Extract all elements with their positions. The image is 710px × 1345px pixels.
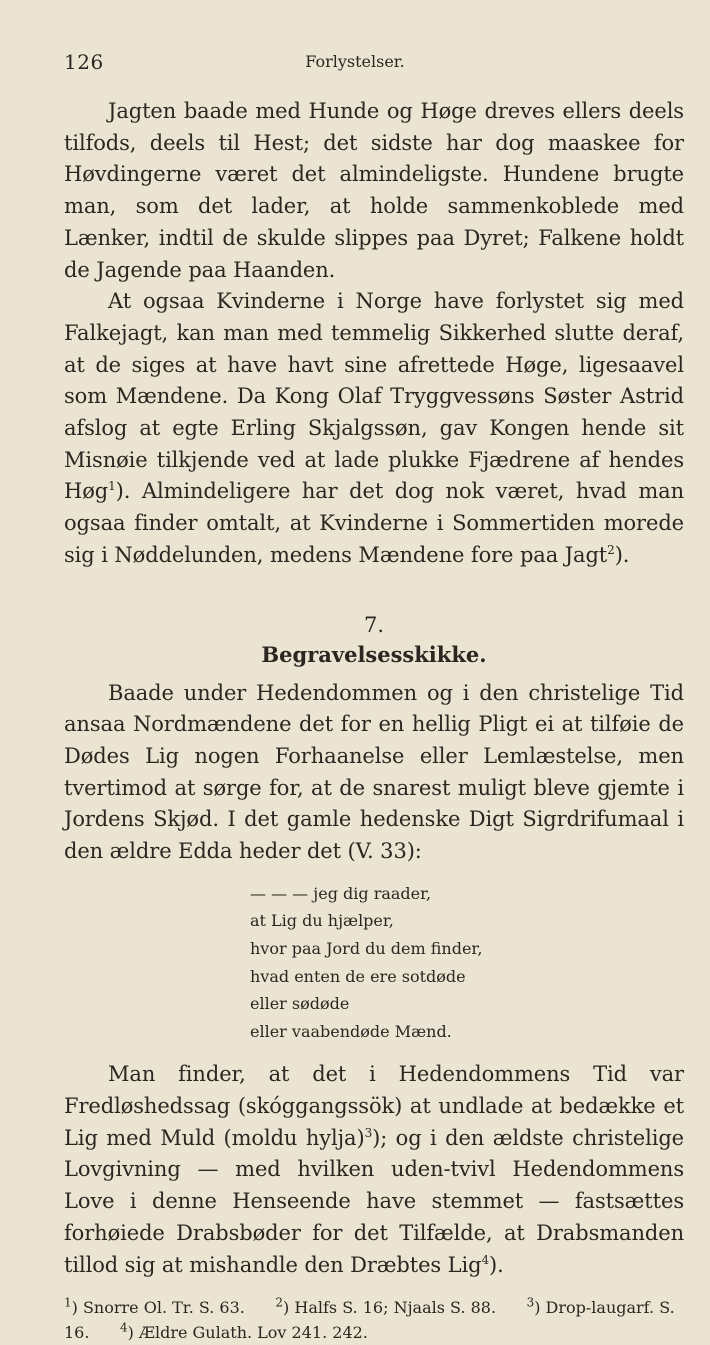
paragraph-text-end: ). <box>115 479 131 504</box>
running-title: Forlystelser. <box>305 52 405 71</box>
footnote <box>275 1295 497 1318</box>
footnote <box>119 1320 368 1343</box>
paragraph-text-end: ). <box>489 1252 504 1277</box>
paragraph-outlawry <box>64 1059 684 1281</box>
page-number: 126 <box>64 50 104 74</box>
footnote-text: ) Drop-laugarf. S. 16. <box>64 1298 675 1343</box>
footnote-ref: 2 <box>607 542 615 557</box>
paragraph-women-falconry <box>64 286 684 571</box>
verse-line: at Lig du hjælper, <box>250 911 394 931</box>
footnote-ref: 3 <box>364 1125 373 1140</box>
verse-line: — — — jeg dig raader, <box>250 883 432 903</box>
paragraph-text: Almindeligere har det dog nok været, hvad man ogsaa finder omtalt, at Kvinderne i Sommertiden morede sig i Nøddelunden, medens Mændene fore paa Jagt <box>64 479 684 567</box>
paragraph-text-end: ). <box>614 542 630 567</box>
footnotes <box>64 1295 684 1345</box>
paragraph-text: Man finder, at det i Hedendommens Tid var Fredløshedssag (skóggangssök) at undlade at bedække et Lig med Muld (moldu hylja) <box>64 1062 684 1150</box>
footnote-text: ) Snorre Ol. Tr. S. 63. <box>71 1298 245 1318</box>
verse-line: hvor paa Jord du dem finder, <box>250 938 483 958</box>
section-number: 7. <box>363 612 385 637</box>
footnote-text: ) Ældre Gulath. Lov 241. 242. <box>127 1323 368 1343</box>
page-body <box>64 96 684 1345</box>
paragraph-text: ); og i den ældste christelige Lovgivning — med hvilken uden-tvivl Hedendommens Love i denne Henseende have stemmet — fastsættes forhøiede Drabsbøder for det Tilfælde, at Drabsmanden tillod sig at mishandle den Dræbtes Lig <box>64 1125 684 1277</box>
footnote-ref: 1 <box>108 479 116 494</box>
verse-line: eller vaabendøde Mænd. <box>250 1021 452 1041</box>
verse-line: hvad enten de ere sotdøde <box>250 966 466 986</box>
footnote-number: 3 <box>526 1295 535 1310</box>
footnote-number: 2 <box>275 1295 284 1310</box>
footnote-number: 1 <box>64 1295 72 1310</box>
paragraph-burial: Baade under Hedendommen og i den christelige Tid ansaa Nordmændene det for en hellig Pligt ei at tilføie de Dødes Lig nogen Forhaanelse eller Lemlæstelse, men tvertimod at sørge for, at de snarest muligt bleve gjemte i Jordens Skjød. I det gamle hedenske Digt Sigrdrifumaal i den ældre Edda heder det (V. 33): <box>64 680 684 864</box>
paragraph-text: At ogsaa Kvinderne i Norge have forlystet sig med Falkejagt, kan man med temmelig Sikkerhed slutte deraf, at de siges at have havt sine afrettede Høge, ligesaavel som Mændene. Da Kong Olaf Tryggvessøns Søster Astrid afslog at egte Erling Skjalgssøn, gav Kongen hende sit Misnøie tilkjende ved at lade plukke Fjædrene af hendes Høg <box>64 289 684 504</box>
footnote-number: 4 <box>119 1320 128 1335</box>
footnote-text: ) Halfs S. 16; Njaals S. 88. <box>283 1298 497 1318</box>
paragraph-hunting: Jagten baade med Hunde og Høge dreves ellers deels tilfods, deels til Hest; det sidste har dog maaskee for Høvdingerne været det almindeligste. Hundene brugte man, som det lader, at holde sammenkoblede med Lænker, indtil de skulde slippes paa Dyret; Falkene holdt de Jagende paa Haanden. <box>64 99 684 282</box>
footnote <box>64 1295 245 1318</box>
verse-quote <box>250 880 684 1046</box>
section-title: Begravelsesskikke. <box>261 641 487 667</box>
verse-line: eller sødøde <box>250 994 350 1014</box>
footnote-ref: 4 <box>481 1252 490 1267</box>
page-header <box>64 50 646 78</box>
